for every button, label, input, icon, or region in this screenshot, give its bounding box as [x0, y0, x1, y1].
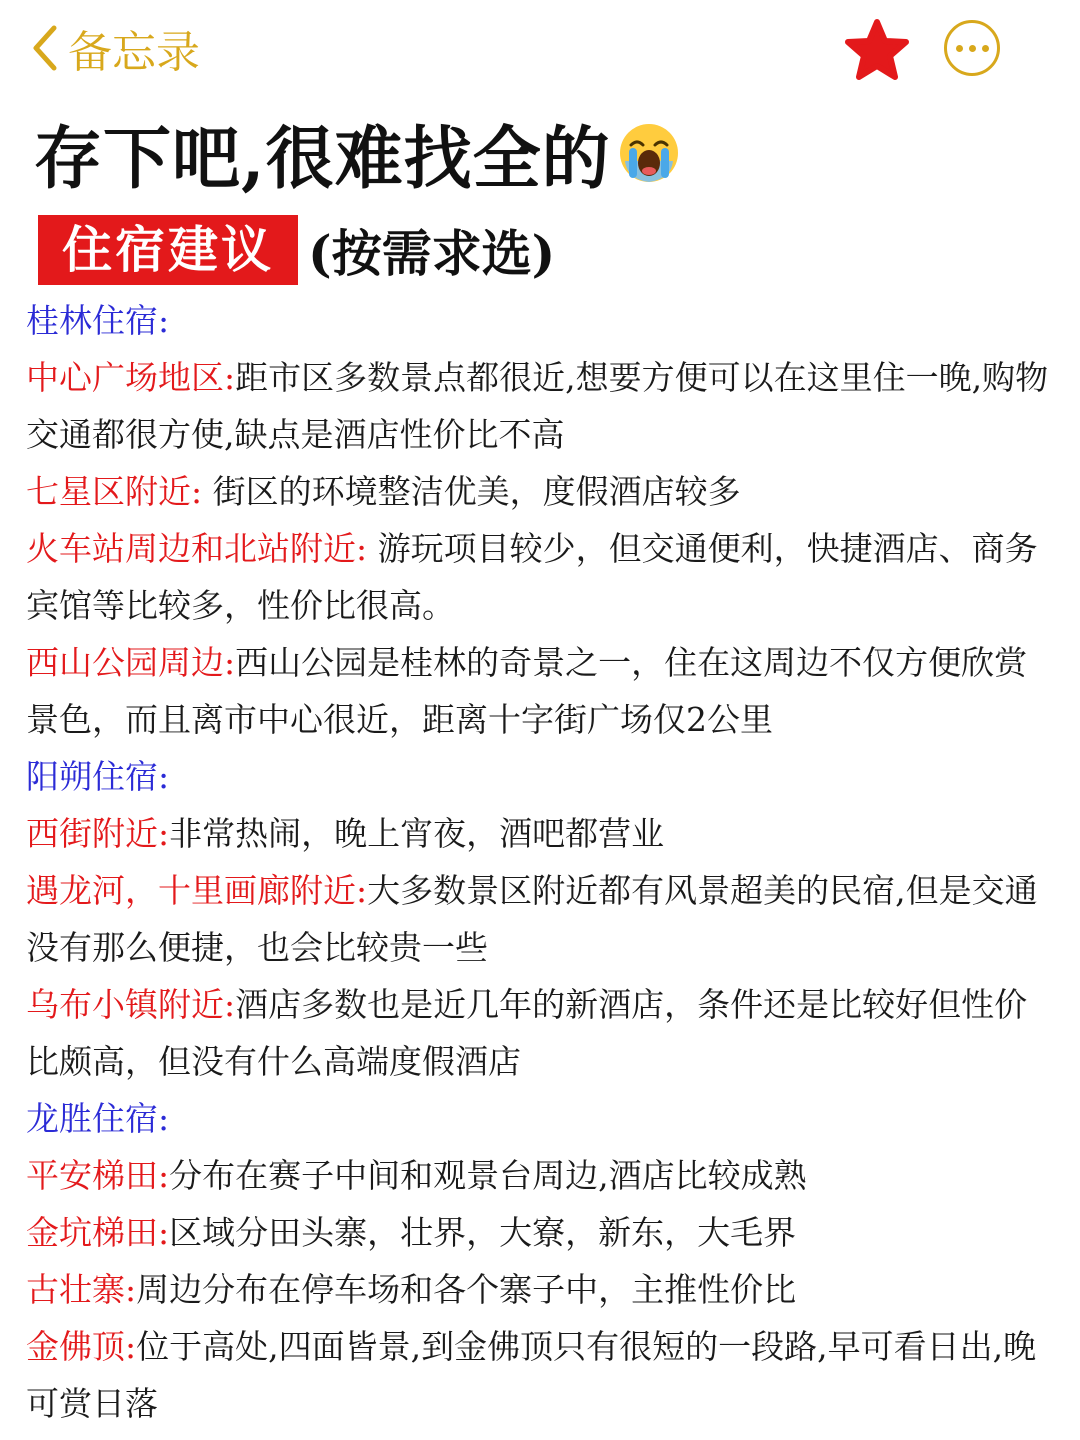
city-heading-longsheng: 龙胜住宿: [26, 1099, 170, 1138]
heading-highlight-box: 住宿建议 [38, 215, 298, 285]
list-item: 金坑梯田:区域分田头寨，壮界，大寮，新东，大毛界 [26, 1213, 797, 1252]
list-item: 乌布小镇附近:酒店多数也是近几年的新酒店，条件还是比较好但性价比颇高，但没有什么高端度假酒店 [26, 985, 1028, 1081]
list-item: 金佛顶:位于高处,四面皆景,到金佛顶只有很短的一段路,早可看日出,晚可赏日落 [26, 1327, 1037, 1423]
nav-bar [0, 0, 1080, 100]
section-heading [38, 214, 555, 286]
chevron-left-icon [28, 22, 62, 74]
list-item: 遇龙河，十里画廊附近:大多数景区附近都有风景超美的民宿,但是交通没有那么便捷，也会比较贵一些 [26, 871, 1038, 967]
page-title [34, 110, 681, 199]
list-item: 七星区附近: 街区的环境整洁优美，度假酒店较多 [26, 472, 741, 511]
more-icon[interactable] [944, 20, 1000, 76]
note-body [26, 292, 1056, 1432]
list-item: 平安梯田:分布在赛子中间和观景台周边,酒店比较成熟 [26, 1156, 807, 1195]
list-item: 西街附近:非常热闹，晚上宵夜，酒吧都营业 [26, 814, 665, 853]
city-heading-yangshuo: 阳朔住宿: [26, 757, 170, 796]
heading-note: (按需求选) [308, 224, 556, 283]
back-button[interactable] [28, 18, 200, 78]
list-item: 火车站周边和北站附近: 游玩项目较少，但交通便利，快捷酒店、商务宾馆等比较多，性价比很高。 [26, 529, 1038, 625]
list-item: 西山公园周边:西山公园是桂林的奇景之一，住在这周边不仅方便欣赏景色，而且离市中心很近，距离十字街广场仅2公里 [26, 643, 1028, 739]
title-text: 存下吧,很难找全的 [34, 118, 611, 199]
list-item: 中心广场地区:距市区多数景点都很近,想要方便可以在这里住一晚,购物交通都很方使,缺点是酒店性价比不高 [26, 358, 1049, 454]
crying-face-icon [617, 121, 681, 185]
city-heading-guilin: 桂林住宿: [26, 301, 170, 340]
list-item: 古壮寨:周边分布在停车场和各个寨子中，主推性价比 [26, 1270, 797, 1309]
star-icon[interactable] [844, 18, 910, 84]
back-label: 备忘录 [68, 27, 200, 78]
